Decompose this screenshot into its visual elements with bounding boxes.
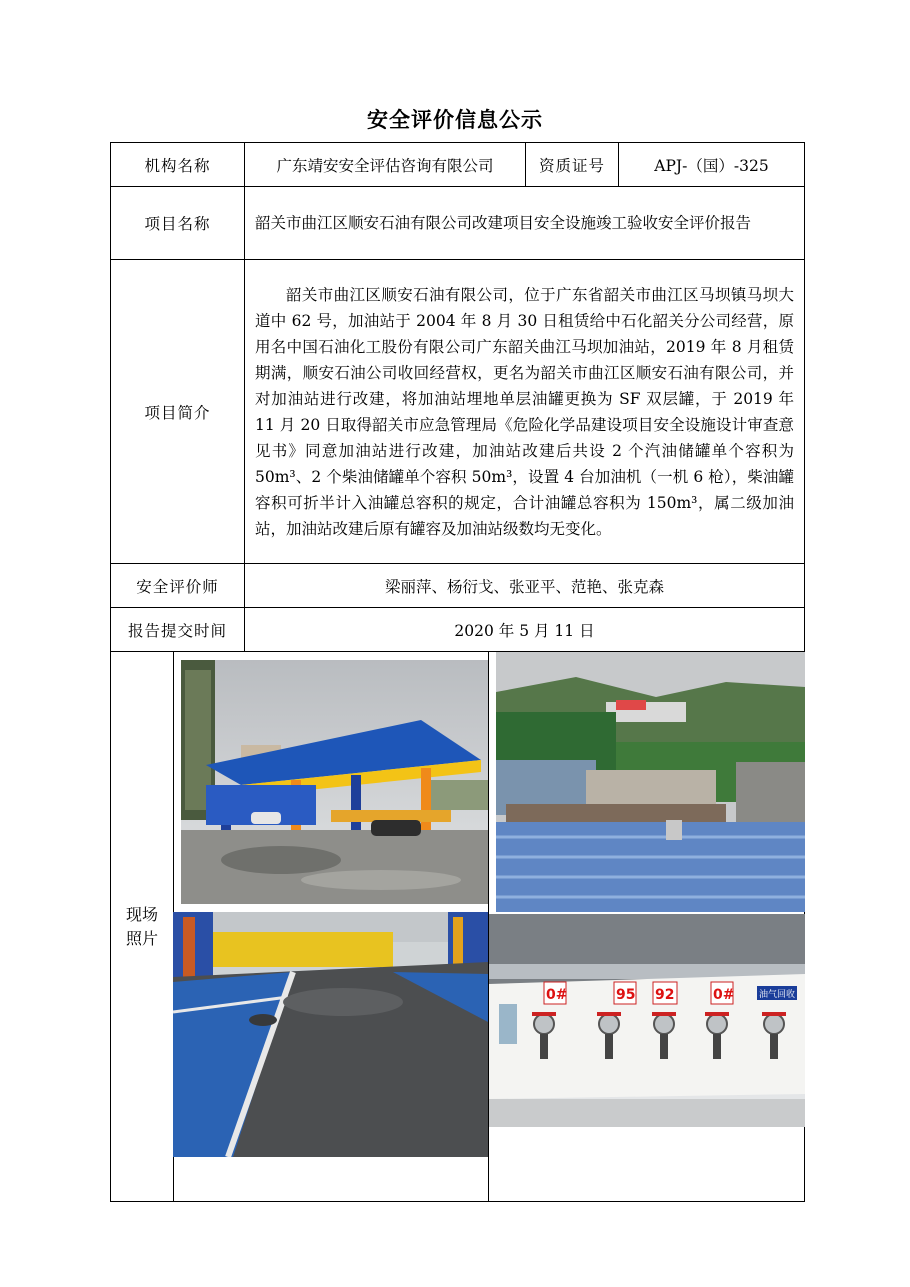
pump-label-0: 0# [546, 987, 568, 1003]
cert-value: APJ-（国）-325 [619, 143, 805, 187]
pump-label-vapor: 油气回收 [759, 990, 796, 1000]
photo-rooftop-view [496, 652, 805, 912]
pump-label-95: 95 [616, 987, 636, 1003]
page-title: 安全评价信息公示 [367, 108, 543, 132]
photo-fuel-valves [489, 914, 805, 1127]
pump-label-0b: 0# [713, 987, 735, 1003]
intro-label: 项目简介 [111, 260, 245, 564]
info-table [110, 142, 805, 1202]
photo-forecourt-ground [173, 912, 488, 1157]
org-row [111, 143, 805, 187]
evaluators-row [111, 564, 805, 608]
submit-value: 2020 年 5 月 11 日 [245, 608, 805, 652]
photos-label-line1: 现场 [125, 905, 158, 924]
photos-label-line2: 照片 [125, 929, 158, 948]
intro-row [111, 260, 805, 564]
pump-label-92: 92 [655, 987, 675, 1003]
project-value: 韶关市曲江区顺安石油有限公司改建项目安全设施竣工验收安全评价报告 [245, 187, 805, 260]
org-label: 机构名称 [111, 143, 245, 187]
photo-gas-station-canopy [181, 660, 488, 904]
intro-text: 韶关市曲江区顺安石油有限公司，位于广东省韶关市曲江区马坝镇马坝大道中 62 号，加油站于 2004 年 8 月 30 日租赁给中石化韶关分公司经营，原用名中国石油化工股份有限公司广东韶关曲江马坝加油站，2019 年 8 月租赁期满，顺安石油公司收回经营权，更名为韶关市曲江区顺安石油有限公司，并对加油站进行改建，将加油站埋地单层油罐更换为 SF 双层罐，于 2019 年 11 月 20 日取得韶关市应急管理局《危险化学品建设项目安全设施设计审查意见书》同意加油站进行改建，加油站改建后共设 2 个汽油储罐单个容积为 50m³、2 个柴油储罐单个容积 50m³，设置 4 台加油机（一机 6 枪），柴油罐容积可折半计入油罐总容积的规定，合计油罐总容积为 150m³，属二级加油站，加油站改建后原有罐容及加油站级数均无变化。 [245, 260, 805, 564]
photos-row [111, 652, 805, 1202]
submit-label: 报告提交时间 [111, 608, 245, 652]
photos-cell [111, 652, 805, 1202]
project-row [111, 187, 805, 260]
photos-label [111, 652, 173, 1202]
evaluators-value: 梁丽萍、杨衍戈、张亚平、范艳、张克森 [245, 564, 805, 608]
cert-label: 资质证号 [526, 143, 619, 187]
org-value: 广东靖安安全评估咨询有限公司 [245, 143, 526, 187]
submit-row [111, 608, 805, 652]
evaluators-label: 安全评价师 [111, 564, 245, 608]
project-label: 项目名称 [111, 187, 245, 260]
